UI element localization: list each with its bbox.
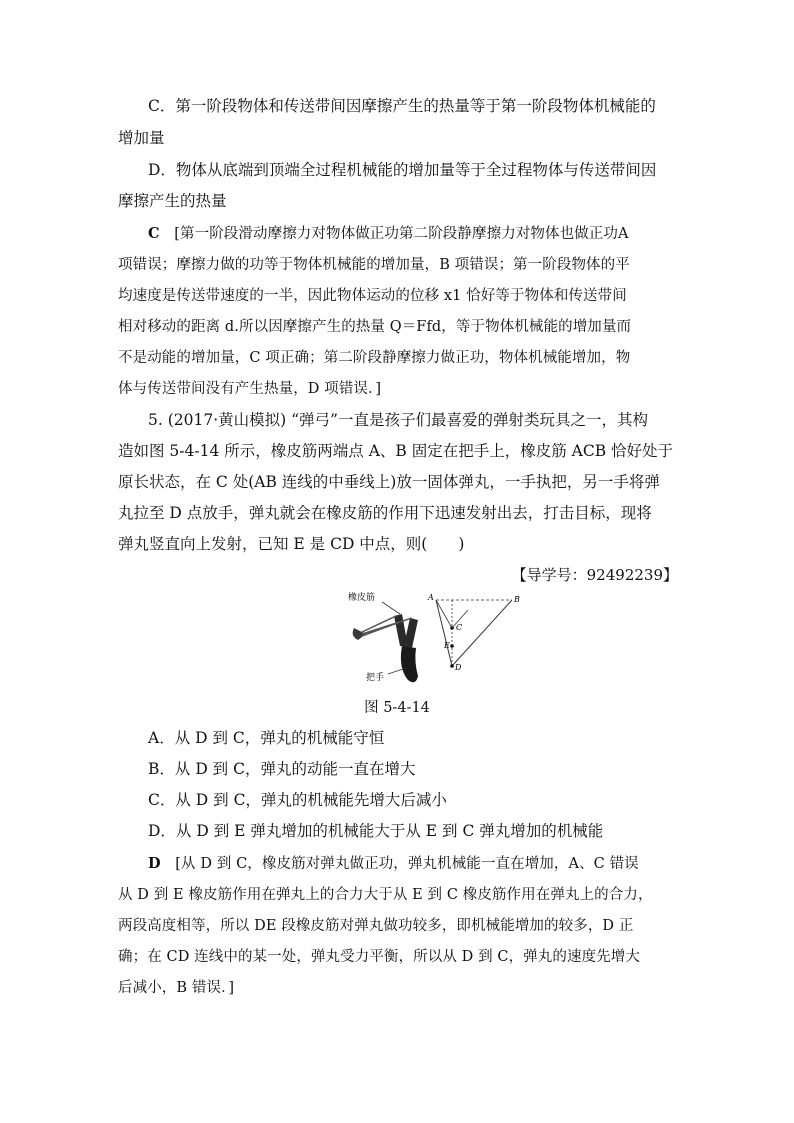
question5-line2: 造如图 5-4-14 所示，橡皮筋两端点 A、B 固定在把手上，橡皮筋 ACB 恰好处于 bbox=[118, 442, 674, 460]
guide-number: 【导学号：92492239】 bbox=[511, 566, 678, 584]
explanation5-line2: 从 D 到 E 橡皮筋作用在弹丸上的合力大于从 E 到 C 橡皮筋作用在弹丸上的合力， bbox=[118, 887, 653, 903]
point-c bbox=[450, 626, 454, 630]
explanation5-text: [从 D 到 C，橡皮筋对弹丸做正功，弹丸机械能一直在增加，A、C 错误 bbox=[175, 856, 639, 872]
explanation5-line5: 后减小，B 错误．] bbox=[118, 980, 235, 996]
explanation5-line1 bbox=[148, 854, 708, 874]
explanation-text: [第一阶段滑动摩擦力对物体做正功第二阶段静摩擦力对物体也做正功A bbox=[174, 226, 629, 242]
question5-line1: 5. (2017·黄山模拟) “弹弓”一直是孩子们最喜爱的弹射类玩具之一，其构 bbox=[148, 411, 648, 429]
point-e bbox=[450, 644, 454, 648]
explanation-prev-line6: 体与传送带间没有产生热量，D 项错误．] bbox=[118, 381, 382, 397]
explanation-prev-line3: 均速度是传送带速度的一半，因此物体运动的位移 x1 恰好等于物体和传送带间 bbox=[118, 288, 627, 304]
label-d: D bbox=[455, 663, 462, 672]
option5-b: B．从 D 到 C，弹丸的动能一直在增大 bbox=[148, 760, 416, 778]
label-b: B bbox=[514, 595, 520, 604]
option5-a: A．从 D 到 C，弹丸的机械能守恒 bbox=[148, 729, 385, 747]
explanation-prev-line2: 项错误；摩擦力做的功等于物体机械能的增加量，B 项错误；第一阶段物体的平 bbox=[118, 257, 630, 273]
option-c-line1: C．第一阶段物体和传送带间因摩擦产生的热量等于第一阶段物体机械能的 bbox=[148, 97, 656, 115]
option5-d: D．从 D 到 E 弹丸增加的机械能大于从 E 到 C 弹丸增加的机械能 bbox=[148, 822, 604, 840]
explanation-prev-line4: 相对移动的距离 d.所以因摩擦产生的热量 Q＝Ffd，等于物体机械能的增加量而 bbox=[118, 319, 632, 335]
answer-letter-5: D bbox=[148, 855, 161, 872]
answer-letter: C bbox=[148, 225, 160, 242]
explanation-prev-line5: 不是动能的增加量，C 项正确；第二阶段静摩擦力做正功，物体机械能增加，物 bbox=[118, 350, 631, 366]
handle-grip bbox=[401, 646, 418, 682]
band-left bbox=[436, 600, 452, 666]
label-rubber-band: 橡皮筋 bbox=[348, 593, 376, 603]
label-c: C bbox=[456, 623, 463, 632]
slingshot-figure bbox=[340, 588, 520, 688]
band-right bbox=[452, 600, 512, 666]
point-d bbox=[450, 664, 454, 668]
explanation-prev-line1 bbox=[148, 224, 708, 244]
question5-line4: 丸拉至 D 点放手，弹丸就会在橡皮筋的作用下迅速发射出去，打击目标，现将 bbox=[118, 504, 652, 522]
label-handle: 把手 bbox=[366, 673, 385, 683]
slingshot-fork bbox=[394, 614, 418, 648]
explanation5-line4: 确；在 CD 连线中的某一处，弹丸受力平衡，所以从 D 到 C，弹丸的速度先增大 bbox=[118, 949, 640, 965]
label-a: A bbox=[428, 593, 434, 602]
question5-line3: 原长状态，在 C 处(AB 连线的中垂线上)放一固体弹丸，一手执把，另一手将弹 bbox=[118, 473, 660, 491]
label-e: E bbox=[444, 641, 450, 650]
option-d-line1: D．物体从底端到顶端全过程机械能的增加量等于全过程物体与传送带间因 bbox=[148, 161, 657, 179]
option5-c: C．从 D 到 C，弹丸的机械能先增大后减小 bbox=[148, 791, 447, 809]
option-d-line2: 摩擦产生的热量 bbox=[118, 192, 227, 210]
explanation5-line3: 两段高度相等，所以 DE 段橡皮筋对弹丸做功较多，即机械能增加的较多，D 正 bbox=[118, 918, 634, 934]
figure-caption: 图 5-4-14 bbox=[364, 700, 430, 716]
option-c-line2: 增加量 bbox=[118, 129, 165, 147]
question5-line5: 弹丸竖直向上发射，已知 E 是 CD 中点，则( ) bbox=[118, 535, 465, 553]
